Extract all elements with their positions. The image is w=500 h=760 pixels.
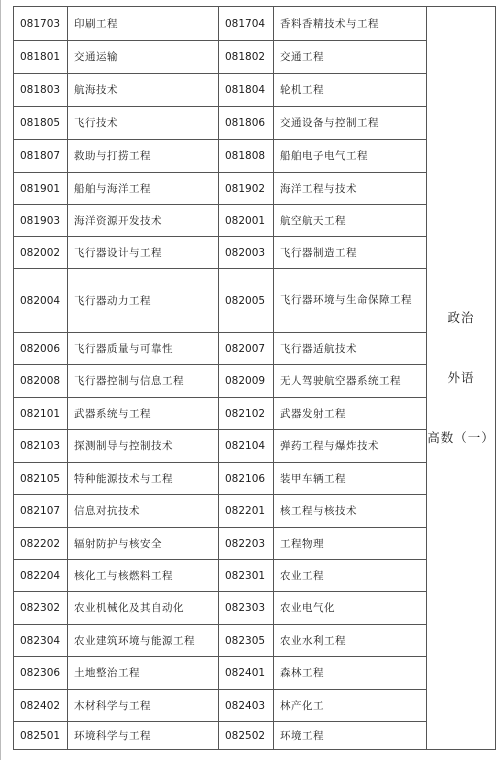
major-code: 081902: [219, 173, 274, 205]
table-row: [14, 690, 496, 722]
table-row: [14, 528, 496, 560]
major-code: 082204: [14, 560, 68, 592]
major-code: 082201: [219, 495, 274, 528]
major-name: 航空航天工程: [274, 205, 427, 237]
major-name: 核工程与核技术: [274, 495, 427, 528]
major-name: 印刷工程: [68, 7, 219, 41]
major-code: 081805: [14, 107, 68, 140]
major-name: 飞行器适航技术: [274, 333, 427, 365]
major-code: 081807: [14, 140, 68, 173]
table-row: [14, 495, 496, 528]
table-row: [14, 463, 496, 495]
major-code: 082007: [219, 333, 274, 365]
major-code: 081703: [14, 7, 68, 41]
major-code: 082203: [219, 528, 274, 560]
table-row: [14, 107, 496, 140]
major-name: 木材科学与工程: [68, 690, 219, 722]
exam-subject: 外语: [447, 370, 475, 385]
major-catalog-table: [13, 6, 496, 750]
major-code: 081704: [219, 7, 274, 41]
table-row: [14, 430, 496, 463]
major-code: 082004: [14, 269, 68, 333]
major-code: 081806: [219, 107, 274, 140]
major-code: 082304: [14, 625, 68, 657]
table-row: [14, 41, 496, 74]
major-code: 082001: [219, 205, 274, 237]
major-name: 森林工程: [274, 657, 427, 690]
major-name: 飞行器制造工程: [274, 237, 427, 269]
major-code: 082005: [219, 269, 274, 333]
major-code: 082306: [14, 657, 68, 690]
major-code: 082002: [14, 237, 68, 269]
table-row: [14, 398, 496, 430]
major-code: 082103: [14, 430, 68, 463]
major-code: 082305: [219, 625, 274, 657]
major-name: 轮机工程: [274, 74, 427, 107]
major-name: 航海技术: [68, 74, 219, 107]
major-name: 农业机械化及其自动化: [68, 592, 219, 625]
major-name: 环境工程: [274, 722, 427, 750]
table-row: [14, 657, 496, 690]
major-name: 特种能源技术与工程: [68, 463, 219, 495]
table-row: [14, 592, 496, 625]
table-row: [14, 237, 496, 269]
major-name: 无人驾驶航空器系统工程: [274, 365, 427, 398]
major-name: 农业水利工程: [274, 625, 427, 657]
major-name: 船舶电子电气工程: [274, 140, 427, 173]
major-name: 工程物理: [274, 528, 427, 560]
major-name: 飞行器设计与工程: [68, 237, 219, 269]
major-code: 082302: [14, 592, 68, 625]
major-name: 飞行技术: [68, 107, 219, 140]
major-code: 082008: [14, 365, 68, 398]
table-row: [14, 269, 496, 333]
major-code: 082202: [14, 528, 68, 560]
major-code: 082501: [14, 722, 68, 750]
major-code: 081801: [14, 41, 68, 74]
major-name: 海洋资源开发技术: [68, 205, 219, 237]
major-code: 082303: [219, 592, 274, 625]
major-code: 082006: [14, 333, 68, 365]
major-name: 辐射防护与核安全: [68, 528, 219, 560]
major-code: 082009: [219, 365, 274, 398]
major-name: 信息对抗技术: [68, 495, 219, 528]
table-row: [14, 722, 496, 750]
table-row: [14, 560, 496, 592]
major-code: 082107: [14, 495, 68, 528]
major-name: 农业建筑环境与能源工程: [68, 625, 219, 657]
major-code: 082101: [14, 398, 68, 430]
major-name: 武器发射工程: [274, 398, 427, 430]
table-row: [14, 205, 496, 237]
major-name: 飞行器控制与信息工程: [68, 365, 219, 398]
table-row: [14, 333, 496, 365]
major-code: 081803: [14, 74, 68, 107]
major-name: 核化工与核燃料工程: [68, 560, 219, 592]
major-code: 082401: [219, 657, 274, 690]
major-code: 082403: [219, 690, 274, 722]
major-code: 082102: [219, 398, 274, 430]
table-row: [14, 365, 496, 398]
major-name: 海洋工程与技术: [274, 173, 427, 205]
exam-subject: 政治: [447, 310, 475, 325]
major-code: 082003: [219, 237, 274, 269]
table-row: [14, 173, 496, 205]
major-code: 081903: [14, 205, 68, 237]
major-name: 武器系统与工程: [68, 398, 219, 430]
major-code: 081901: [14, 173, 68, 205]
major-code: 081808: [219, 140, 274, 173]
major-name: 飞行器环境与生命保障工程: [274, 269, 427, 333]
major-name: 飞行器质量与可靠性: [68, 333, 219, 365]
major-name: 交通工程: [274, 41, 427, 74]
page-edge: [0, 0, 1, 760]
major-name: 交通运输: [68, 41, 219, 74]
major-name: 弹药工程与爆炸技术: [274, 430, 427, 463]
major-name: 林产化工: [274, 690, 427, 722]
major-name: 环境科学与工程: [68, 722, 219, 750]
major-code: 082105: [14, 463, 68, 495]
major-code: 081804: [219, 74, 274, 107]
major-code: 082502: [219, 722, 274, 750]
table-row: [14, 140, 496, 173]
major-name: 救助与打捞工程: [68, 140, 219, 173]
major-code: 082301: [219, 560, 274, 592]
major-name: 交通设备与控制工程: [274, 107, 427, 140]
major-code: 082104: [219, 430, 274, 463]
major-name: 农业电气化: [274, 592, 427, 625]
major-name: 农业工程: [274, 560, 427, 592]
major-code: 082106: [219, 463, 274, 495]
major-code: 081802: [219, 41, 274, 74]
table-row: [14, 7, 496, 41]
major-name: 土地整治工程: [68, 657, 219, 690]
major-name: 装甲车辆工程: [274, 463, 427, 495]
major-name: 探测制导与控制技术: [68, 430, 219, 463]
table-row: [14, 74, 496, 107]
major-code: 082402: [14, 690, 68, 722]
major-name: 飞行器动力工程: [68, 269, 219, 333]
exam-subjects-cell: [427, 7, 496, 750]
exam-subject: 高数（一）: [427, 430, 495, 445]
major-name: 船舶与海洋工程: [68, 173, 219, 205]
major-name: 香料香精技术与工程: [274, 7, 427, 41]
table-row: [14, 625, 496, 657]
